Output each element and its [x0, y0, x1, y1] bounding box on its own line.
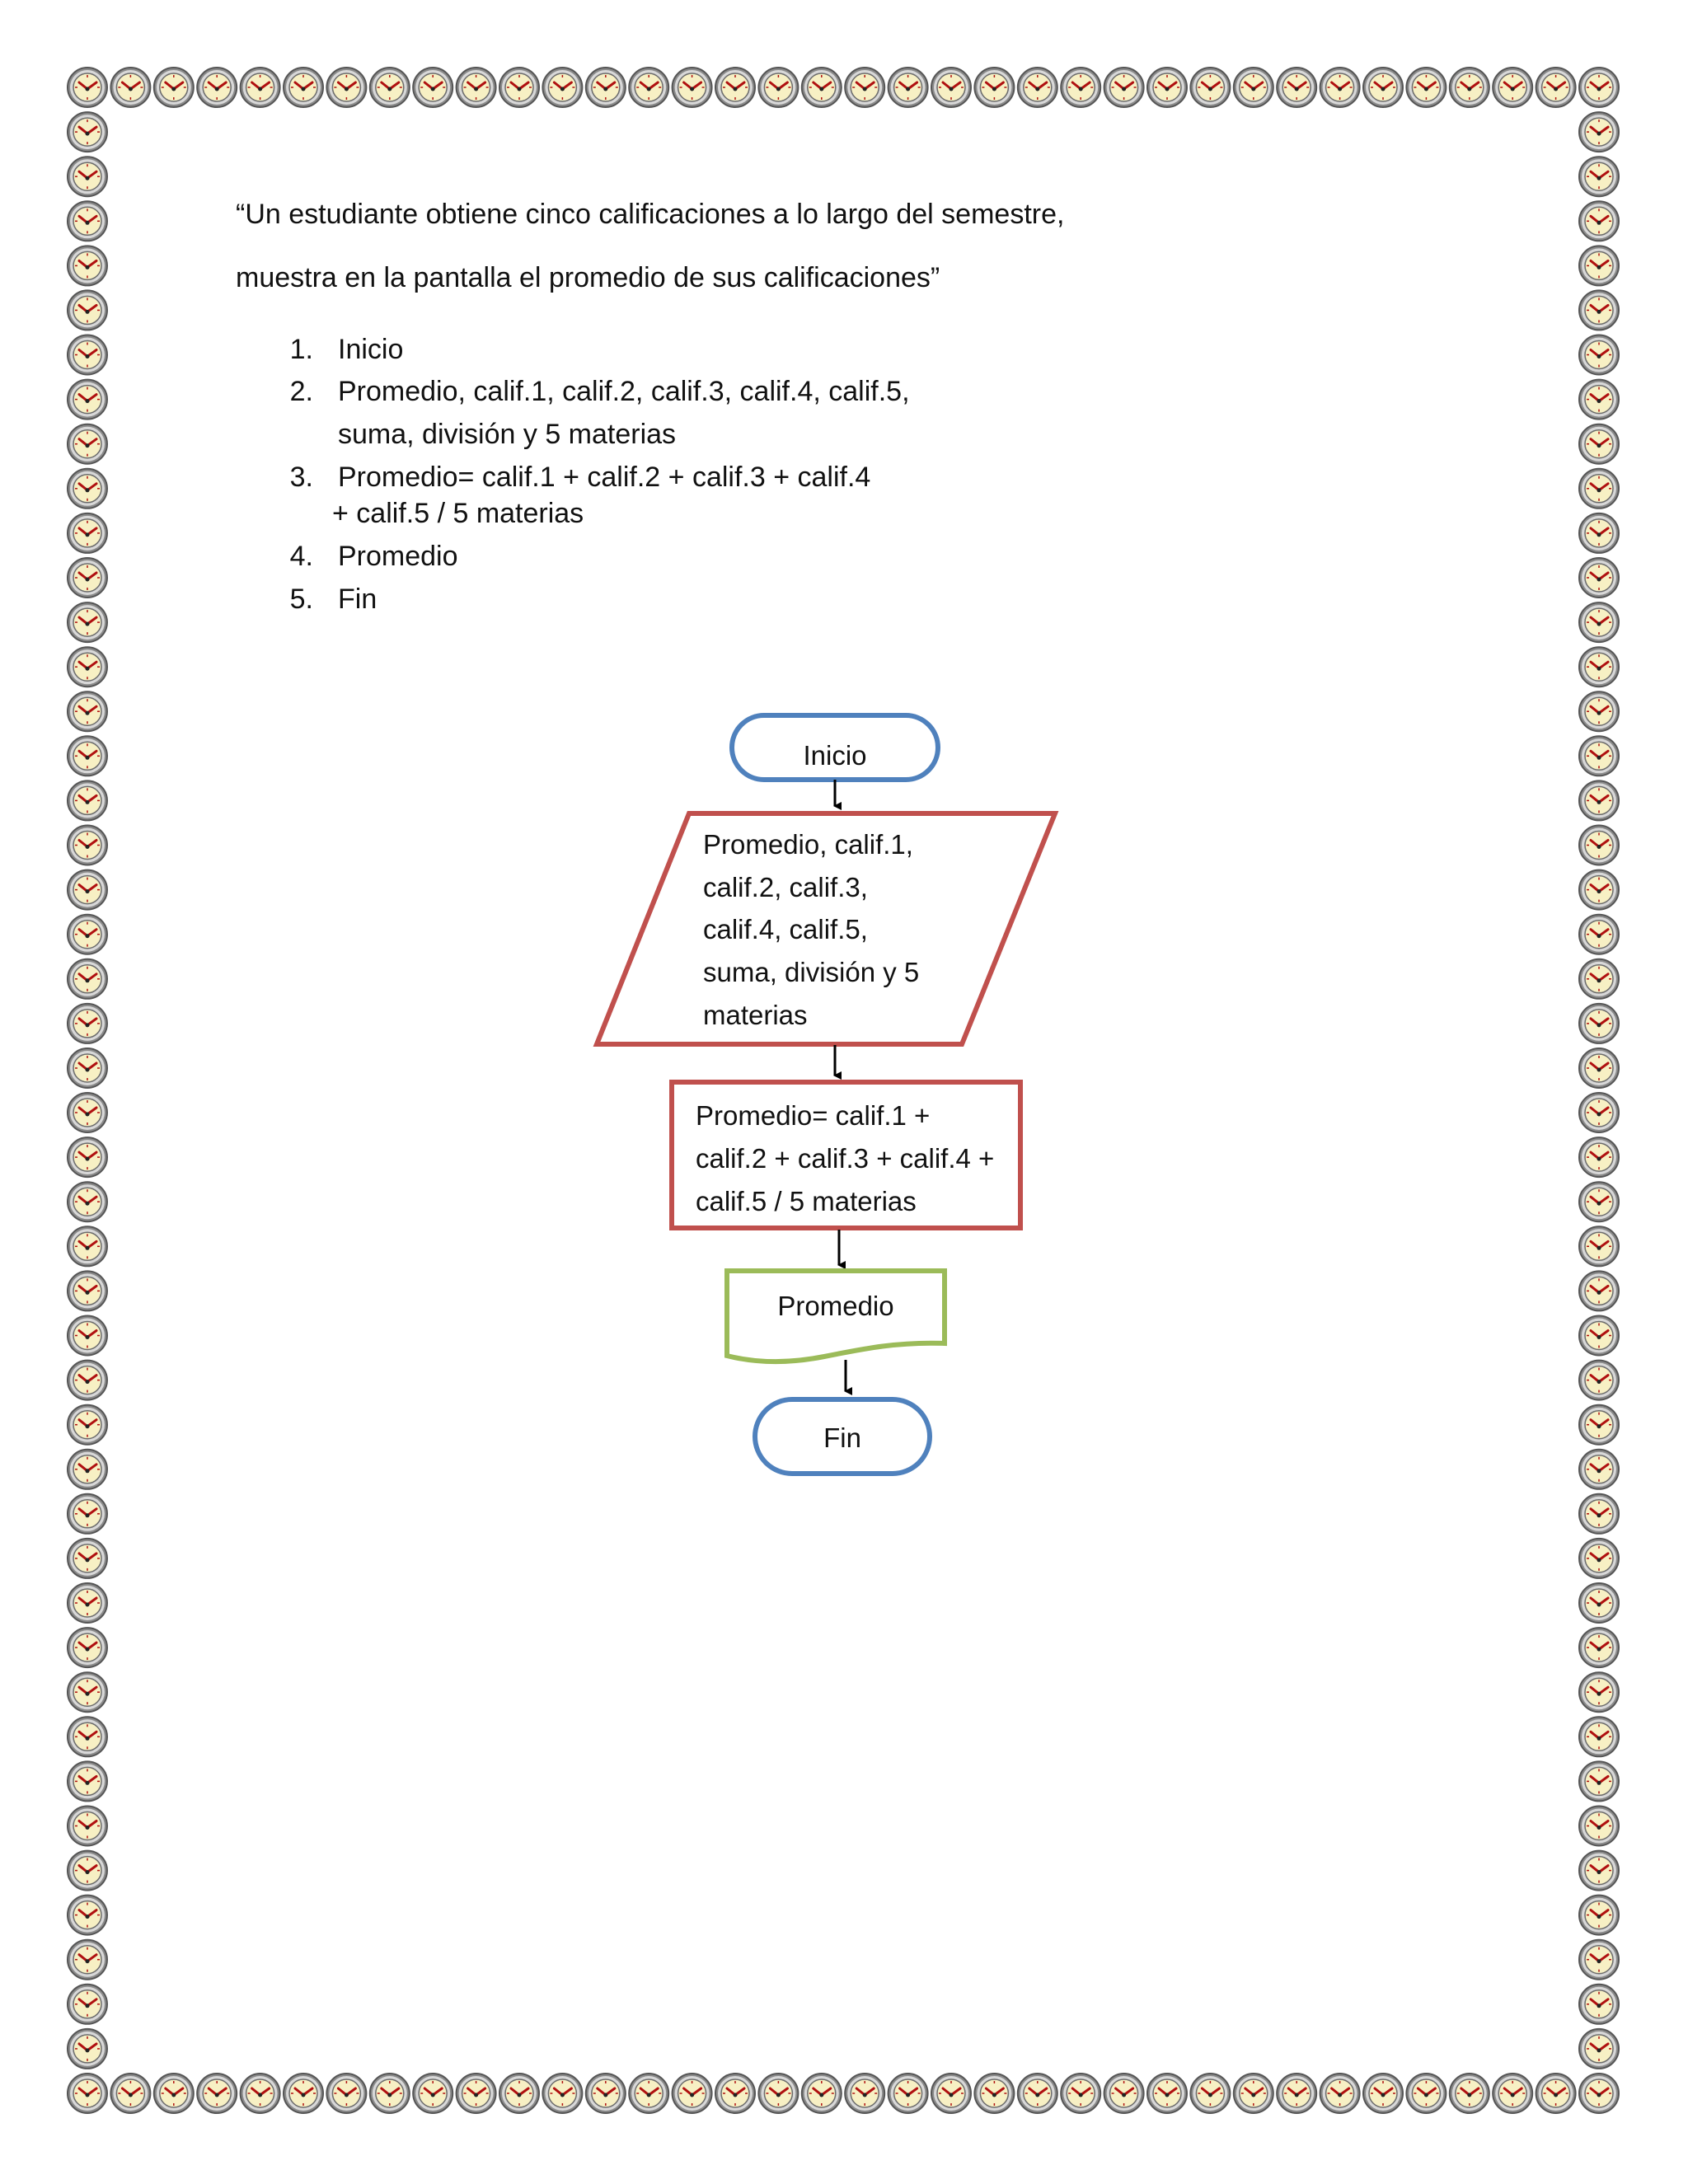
intro-line-2: muestra en la pantalla el promedio de sus calificaciones” — [236, 262, 940, 293]
input-line: materias — [703, 1000, 808, 1030]
end-terminal — [755, 1399, 930, 1474]
start-terminal — [732, 715, 938, 780]
step-text: Promedio= calif.1 + calif.2 + calif.3 + calif.4 — [338, 462, 871, 493]
step-number: 3. — [289, 462, 313, 493]
process-line: calif.5 / 5 materias — [696, 1186, 917, 1216]
start-label: Inicio — [803, 740, 867, 771]
step-text: Inicio — [338, 334, 404, 365]
intro-line-1: “Un estudiante obtiene cinco calificaciones a lo largo del semestre, — [236, 199, 1065, 230]
step-text: Promedio, calif.1, calif.2, calif.3, calif.4, calif.5, — [338, 376, 910, 407]
step-text: + calif.5 / 5 materias — [332, 498, 584, 529]
input-node — [597, 813, 1055, 1044]
step-number: 2. — [289, 376, 313, 407]
step-number: 5. — [289, 583, 313, 615]
input-line: Promedio, calif.1, — [703, 829, 913, 860]
input-line: calif.4, calif.5, — [703, 914, 868, 944]
input-line: calif.2, calif.3, — [703, 872, 868, 902]
step-text: Promedio — [338, 541, 458, 572]
output-node — [727, 1271, 945, 1361]
step-number: 1. — [289, 334, 313, 365]
output-label: Promedio — [777, 1291, 894, 1321]
input-line: suma, división y 5 — [703, 957, 920, 987]
end-label: Fin — [823, 1422, 861, 1453]
step-text: suma, división y 5 materias — [338, 419, 677, 450]
process-line: calif.2 + calif.3 + calif.4 + — [696, 1143, 995, 1174]
step-number: 4. — [289, 541, 313, 572]
process-line: Promedio= calif.1 + — [696, 1100, 931, 1131]
process-node — [672, 1082, 1020, 1228]
step-text: Fin — [338, 583, 377, 615]
